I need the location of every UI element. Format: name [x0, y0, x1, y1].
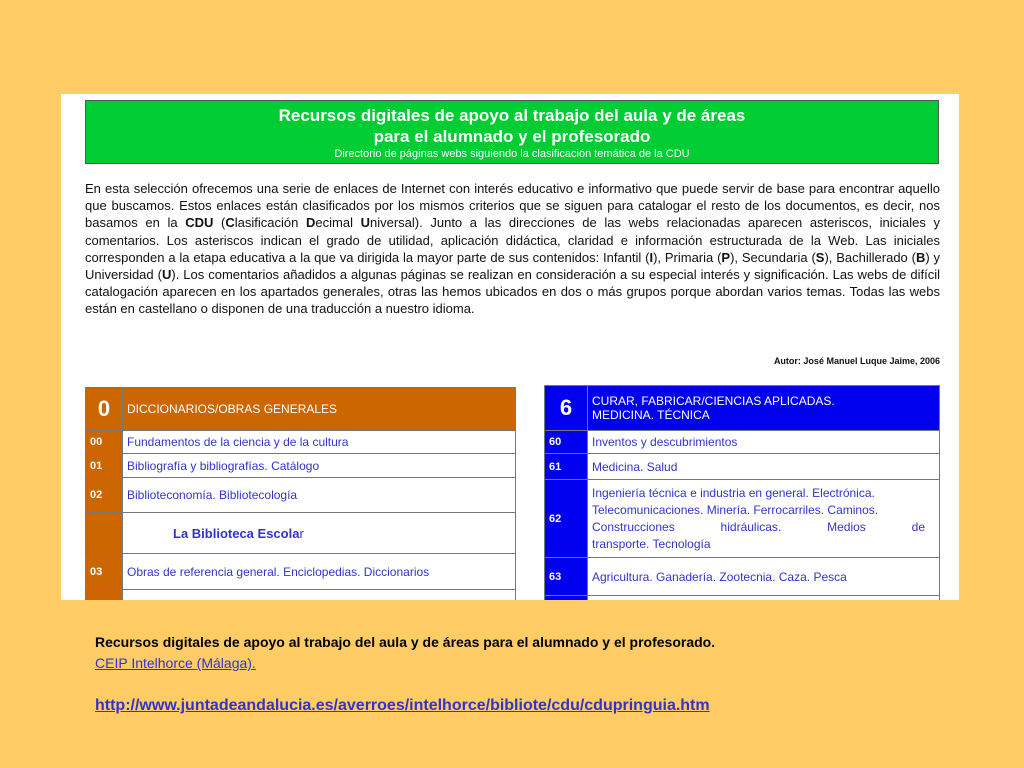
table-row — [86, 590, 516, 601]
section-6-title: CURAR, FABRICAR/CIENCIAS APLICADAS. MEDICINA. TÉCNICA — [588, 386, 940, 431]
section-6-header-row — [545, 386, 940, 431]
row-code: 00 — [86, 431, 123, 454]
table-row — [86, 431, 516, 454]
table-row — [545, 480, 940, 558]
table-row — [86, 454, 516, 478]
category-link-60[interactable]: Inventos y descubrimientos — [588, 431, 940, 454]
banner-subtitle: Directorio de páginas webs siguiendo la clasificación temática de la CDU — [334, 148, 690, 160]
row-code: 01 — [86, 454, 123, 478]
intro-paragraph: En esta selección ofrecemos una serie de enlaces de Internet con interés educativo e informativo que puede servir de base para encontrar aquello que buscamos. Estos enlaces están clasificados por los mismos criterios que se siguen para catalogar el resto de los documentos, es decir, nos basamos en la CDU (Clasificación Decimal Universal). Junto a las direcciones de las webs relacionadas aparecen asteriscos, iniciales y comentarios. Los asteriscos indican el grado de utilidad, aplicación didáctica, claridad e información estructurada de la Web. Las iniciales corresponden a la etapa educativa a la que va dirigida la mayor parte de sus contenidos: Infantil (I), Primaria (P), Secundaria (S), Bachillerado (B) y Universidad (U). Los comentarios añadidos a algunas páginas se realizan en consideración a su especial interés y significación. Las webs de difícil catalogación aparecen en los apartados generales, otras las hemos ubicados en dos o más grupos porque abordan varios temas. Todas las webs están en castellano o disponen de una traducción a nuestro idioma. — [85, 181, 941, 317]
row-code: 60 — [545, 431, 588, 454]
section-0-table — [85, 387, 516, 600]
banner-title-line2: para el alumnado y el profesorado — [373, 127, 651, 146]
section-0-title: DICCIONARIOS/OBRAS GENERALES — [123, 388, 516, 431]
row-label-empty — [588, 596, 940, 601]
row-code: 61 — [545, 454, 588, 480]
row-code: 03 — [86, 554, 123, 590]
row-label-empty — [123, 590, 516, 601]
source-url-link[interactable]: http://www.juntadeandalucia.es/averroes/intelhorce/bibliote/cdu/cdupringuia.htm — [95, 697, 710, 714]
table-row — [86, 478, 516, 513]
category-link-62[interactable]: Ingeniería técnica e industria en general. Electrónica. Telecomunicaciones. Minería. Ferrocarriles. Caminos. Construcciones hidráulicas. Medios de transporte. Tecnología — [588, 480, 940, 558]
section-0-header-row — [86, 388, 516, 431]
row-code-empty — [86, 590, 123, 601]
row-code: 02 — [86, 478, 123, 513]
table-row — [545, 596, 940, 601]
table-row — [545, 431, 940, 454]
table-row — [545, 558, 940, 596]
biblioteca-escolar-link[interactable]: La Biblioteca Escolar — [123, 513, 516, 554]
category-link-00[interactable]: Fundamentos de la ciencia y de la cultura — [123, 431, 516, 454]
table-row — [86, 513, 516, 554]
category-link-61[interactable]: Medicina. Salud — [588, 454, 940, 480]
school-link[interactable]: CEIP Intelhorce (Málaga). — [95, 655, 256, 671]
category-link-03[interactable]: Obras de referencia general. Enciclopedias. Diccionarios — [123, 554, 516, 590]
author-credit: Autor: José Manuel Luque Jaime, 2006 — [773, 356, 940, 366]
section-6-table — [544, 385, 940, 600]
row-code-empty — [86, 513, 123, 554]
category-link-02[interactable]: Biblioteconomía. Bibliotecología — [123, 478, 516, 513]
row-code-empty — [545, 596, 588, 601]
slide-caption: Recursos digitales de apoyo al trabajo del aula y de áreas para el alumnado y el profesorado. — [95, 634, 716, 650]
table-row — [86, 554, 516, 590]
category-link-01[interactable]: Bibliografía y bibliografías. Catálogo — [123, 454, 516, 478]
title-banner — [85, 100, 939, 164]
webpage-screenshot — [61, 94, 959, 600]
row-code: 62 — [545, 480, 588, 558]
section-6-number: 6 — [545, 386, 588, 431]
row-code: 63 — [545, 558, 588, 596]
banner-title-line1: Recursos digitales de apoyo al trabajo del aula y de áreas — [278, 106, 746, 125]
table-row — [545, 454, 940, 480]
section-0-number: 0 — [86, 388, 123, 431]
category-link-63[interactable]: Agricultura. Ganadería. Zootecnia. Caza. Pesca — [588, 558, 940, 596]
